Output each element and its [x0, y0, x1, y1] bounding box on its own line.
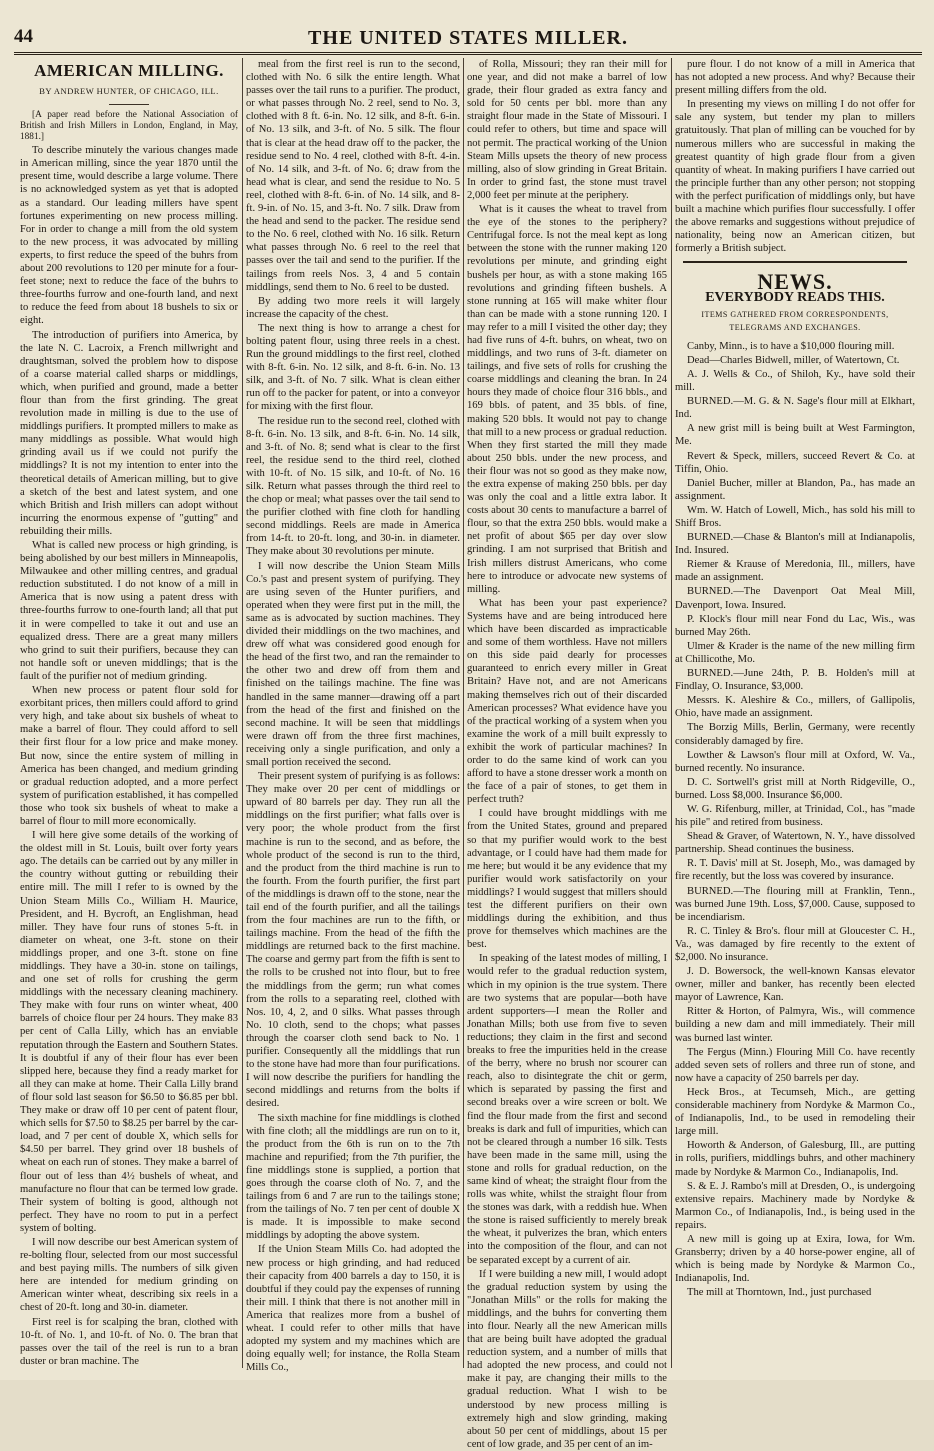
- news-kicker: ITEMS GATHERED FROM CORRESPONDENTS, TELEGRAMS AND EXCHANGES.: [701, 309, 889, 332]
- news-items: [675, 340, 915, 1300]
- news-item: Heck Bros., at Tecumseh, Mich., are getting considerable machinery from Nordyke & Marmon Co., of Indianapolis, Ind., to be used in remodeling their large mill.: [675, 1086, 915, 1138]
- news-item: The mill at Thorntown, Ind., just purchased: [687, 1287, 872, 1299]
- column-rule: [671, 58, 672, 1368]
- page-number: 44: [14, 26, 33, 47]
- paragraph: The residue run to the second reel, clothed with 8-ft. 6-in. No. 13 silk, and 8-ft. 6-in. No. 14 silk, and 3-ft. of No. 8; send what is clear to the first reel, the residue send to the third reel, clothed with 10-ft. of No. 15 silk, and 10-ft. of No. 16 silk. Return what passes through the third reel to the chop or meal; what passes over the tail send to the purifier clothed with fine cloth for handling second middlings. Reels are made in America from 14-ft. to 20-ft. long, and 30-in. in diameter. They make about 30 revolutions per minute.: [246, 415, 460, 558]
- column-3: [467, 58, 667, 1450]
- column-3-body: [467, 58, 667, 1451]
- article-headline: AMERICAN MILLING.: [34, 61, 224, 80]
- article-byline: BY ANDREW HUNTER, OF CHICAGO, ILL.: [39, 86, 219, 97]
- news-heading: NEWS.: [757, 269, 833, 295]
- news-item: BURNED.—June 24th, P. B. Holden's mill at Findlay, O. Insurance, $3,000.: [675, 668, 915, 693]
- paragraph: If the Union Steam Mills Co. had adopted the new process or high grinding, and had reduced their capacity from 400 barrels a day to 150, it is doubtful if they could pay the expenses of running their mill. I think that there is not another mill in America that realizes more from a bushel of wheat. I could refer to other mills that have adopted my system and my machines which are doing equally well; for instance, the Rolla Steam Mills Co.,: [246, 1244, 460, 1374]
- news-item: Howorth & Anderson, of Galesburg, Ill., are putting in rolls, purifiers, middlings buhrs, and other machinery made by Nordyke & Marmon Co., Indianapolis, Ind.: [675, 1140, 915, 1178]
- paragraph: The introduction of purifiers into America, by the late N. C. Lacroix, a French millwright and draughtsman, solved the problem how to dispose of a coarse material called sharps or middlings, which, when purified and ground, made a better flour than from the first grinding. The great revolution made in milling is due to the use of middlings purifiers. It prompted millers to make as many middlings as possible. What would high grinding avail us if we could not purify the middlings? It is not my intention to enter into the theoretical details of American milling, but to give a sketch of the best and latest system, and one which British and Irish millers can adopt without incurring the enormous expense of "gutting" and rebuilding their mills.: [20, 329, 238, 537]
- column-2-body: [246, 58, 460, 1374]
- news-item: Ulmer & Krader is the name of the new milling firm at Chillicothe, Mo.: [675, 640, 915, 665]
- news-item: Lowther & Lawson's flour mill at Oxford, W. Va., burned recently. No insurance.: [675, 749, 915, 774]
- paragraph: The next thing is how to arrange a chest for bolting patent flour, using three reels in a chest. Run the ground middlings to the first reel, clothed with 8-ft. 6-in. No. 12 silk, and 8-ft. 6-in. No. 13 silk, and 3-ft. of No. 7 silk. What is clean either run off to the packer for patent, or into a conveyor for mixing with the first flour.: [246, 322, 460, 413]
- paragraph: What has been your past experience? Systems have and are being introduced here which have been discarded as impracticable and some of them worthless. Have not millers on this side paid dearly for processes guaranteed to enrich every miller in Great Britain? Have not, and are not Americans making themselves rich out of their discarded American processes? What evidence have you of the practical working of a system when you examine the work of a mill built expressly to exhibit the work of particular machines? In order to do the same kind of work can you afford to have a stone dresser work a month on the face of a pair of stones, to get them in perfect truth?: [467, 597, 667, 806]
- news-item: The Fergus (Minn.) Flouring Mill Co. have recently added seven sets of rollers and three run of stone, and now have a capacity of 250 barrels per day.: [675, 1046, 915, 1084]
- paragraph: of Rolla, Missouri; they ran their mill for one year, and did not make a barrel of low grade, their flour graded as extra fancy and sold for 50 cents per bbl. more than any straight flour made in the State of Missouri. I could refer to others, but time and space will not permit. The practical working of the Union Steam Mills upsets the theory of new process milling, also of slow grinding in Great Britain. In order to grind fast, the stone must travel 2,000 feet per minute at the periphery.: [467, 59, 667, 201]
- divider: [109, 104, 149, 105]
- news-item: A. J. Wells & Co., of Shiloh, Ky., have sold their mill.: [675, 368, 915, 394]
- paragraph: If I were building a new mill, I would adopt the gradual reduction system by using the "Jonathan Mills" or the rolls for making the middlings, and the buhrs for converting them into flour. Nearly all the new American mills that are being built have adopted the gradual reduction system, and a number of mills that had adopted the new process, and could not make it pay, are changing their mills to the gradual reduction. What I wish to be understood by new process milling is extremely high and slow grinding, making about 50 per cent of middlings, about 15 per cent of low grade, and 35 per cent of an im-: [467, 1268, 667, 1450]
- paragraph: By adding two more reels it will largely increase the capacity of the chest.: [246, 295, 460, 320]
- paragraph: What is it causes the wheat to travel from the eye of the stones to the periphery? Centrifugal force. Is not the meal kept as long between the stone with the runner making 120 revolutions per minute, and grinding eight bushels per hour, as with a stone making 165 revolutions and grinding fifteen bushels. A stone running at 165 will make whiter flour than can be made with a stone running 120. I may refer to a mill I visited the other day; they had five runs of 4-ft. buhrs, on wheat, two on middlings, and two runs of 3-ft. diameter on tailings, and five sets of rolls for crushing the coarse middlings and cleaning the bran. In 24 hours they made of choice flour 316 bbls., and 169 bbls. of patent, and 35 bbls. of fine, making 520 bbls. It would not pay to change that mill to a new process or gradual reduction. When they first started the mill they made about 250 bbls. under the new process, and their flour was not so good as they make now, the extra expense of making 250 bbls. per day was only the coal and a little extra labor. It costs about 30 cents to manufacture a barrel of flour, so that the extra 250 bbls. would make a net profit of about $65 per day over slow grinding. I am not surprised that British and Irish millers distrust Americans, who come here to introduce or advocate new systems of milling.: [467, 204, 667, 595]
- news-item: A new grist mill is being built at West Farmington, Me.: [675, 423, 915, 448]
- column-4: [675, 58, 915, 1368]
- news-item: W. G. Rifenburg, miller, at Trinidad, Col., has "made his pile" and retired from business.: [675, 803, 915, 829]
- news-item: BURNED.—Chase & Blanton's mill at Indianapolis, Ind. Insured.: [675, 532, 915, 557]
- paragraph: meal from the first reel is run to the second, clothed with No. 6 silk the entire length. What passes over the tail runs to a purifier. The product, or what passes through No. 2 reel, send to No. 3, clothed with 8 ft. 6-in. No. 12 silk, and 8-ft. 6-in. of No. 13 silk, and 3-ft. of No. 5 silk. The flour that is clear at the head draw off to the packer, the residue send to No. 4 reel, clothed with 8-ft. 4-in. of No. 14 silk, and 3-ft. of No. 6; draw from the head what is clear, and send the residue to No. 5 reel, clothed with 8-ft. 6-in. of No. 14 silk, and 8-ft. 9-in. of No. 15, and 3-ft. No. 7 silk. Draw from the head and send to the packer. The residue send to the No. 6 reel, clothed with No. 16 silk. Return what passes through No. 6 reel to the reel that passes over the tail and send to the purifier. If the tailings from reels Nos. 3, 4 and 5 contain middlings, send them to No. 6 reel to be dusted.: [246, 59, 460, 293]
- column-rule: [463, 58, 464, 1368]
- paragraph: What is called new process or high grinding, is being abolished by our best millers in Minneapolis, Milwaukee and other milling centres, and gradual reduction substituted. I do not know of a mill in America that is now using a patent dress with three-fourths furrow to one-fourth land; all that put it in were compelled to take it out and use an equalized dress. There are a great many millers who grind to suit their purifiers, because they can not handle soft or uneven middlings; that is the fault of the purifier not of medium grinding.: [20, 540, 238, 682]
- news-item: BURNED.—The flouring mill at Franklin, Tenn., was burned June 19th. Loss, $7,000. Cause, supposed to be incendiarism.: [675, 885, 915, 923]
- news-item: Messrs. K. Aleshire & Co., millers, of Gallipolis, Ohio, have made an assignment.: [675, 695, 915, 720]
- masthead: [14, 22, 922, 54]
- news-item: D. C. Sortwell's grist mill at North Ridgeville, O., burned. Loss $8,000. Insurance $6,000.: [675, 776, 915, 801]
- column-rule: [242, 58, 243, 1368]
- news-item: J. D. Bowersock, the well-known Kansas elevator owner, miller and banker, has recently been elected mayor of Lawrence, Kan.: [675, 966, 915, 1004]
- paragraph: In speaking of the latest modes of milling, I would refer to the gradual reduction system, which in my opinion is the true system. There are two systems that are popular—both have ardent supporters—I mean the Roller and Jonathan Mills; both use from five to seven reductions; they claim in the first and second breaks to free the impurities held in the crease of the berry, where no brush nor scourer can reach, also to disintegrate the chit or germ, which is separated by passing the first and second breaks over a wire screen or bolt. We find the flour made from the first and second breaks is dark and full of impurities, which can not be cleared through a number 16 silk. Tests have been made in the same mill, using the stone and rolls for gradual reduction, on the same kind of wheat; the straight flour from the rolls was white, whilst the straight flour from the stones was dark, with a reddish hue. When the stone is raised sufficiently to merely break the wheat, it pulverizes the bran, which enters into the composition of the flour, and can not be separated except by a current of air.: [467, 953, 667, 1266]
- article-note: [A paper read before the National Association of British and Irish Millers in London, England, in May, 1881.]: [20, 110, 238, 143]
- news-item: R. T. Davis' mill at St. Joseph, Mo., was damaged by fire recently, but the loss was covered by insurance.: [675, 858, 915, 883]
- paragraph: I could have brought middlings with me from the United States, ground and prepared so that my purifier would work to the best advantage, or I could have had them made for me here; but would it be any evidence that my purifier would work satisfactorily on your middlings? I would suggest that millers should test the different purifiers on their own middlings during the exhibition, and thus prove for themselves which machines are the best.: [467, 808, 667, 951]
- news-item: Ritter & Horton, of Palmyra, Wis., will commence building a new dam and mill immediately. Their mill was burned last winter.: [675, 1006, 915, 1044]
- news-item: The Borzig Mills, Berlin, Germany, were recently considerably damaged by fire.: [675, 722, 915, 747]
- news-subheading: EVERYBODY READS THIS.: [705, 289, 885, 305]
- paragraph: To describe minutely the various changes made in American milling, since the year 1870 until the present time, would describe a large volume. There is no acknowledged system as yet that is adopted as a standard. Our leading millers have spent fortunes experimenting on new process milling. For in order to change a mill from the old system to the new process, it was advocated by milling experts, to first reduce the speed of the buhrs from about 200 revolutions to 120 per minute for a four-feet stone; next to reduce the face of the buhrs to three-fourths furrow and one-fourth land, and next to reduce the feed from about 18 bushels to six or eight.: [20, 145, 238, 327]
- news-item: Shead & Graver, of Watertown, N. Y., have dissolved partnership. Shead continues the business.: [675, 831, 915, 856]
- paragraph: I will now describe our best American system of re-bolting flour, selected from our most successful and best paying mills. The numbers of silk given here are intended for medium grinding on American winter wheat, describing six reels in a chest of 20-ft. long and 30-in. diameter.: [20, 1236, 238, 1314]
- news-item: A new mill is going up at Exira, Iowa, for Wm. Gransberry; driven by a 40 horse-power engine, all of which is being made by Nordyke & Marmon Co., Indianapolis, Ind.: [675, 1233, 915, 1285]
- paragraph: In presenting my views on milling I do not offer for sale any system, but tender my plan to millers gratuitously. That plan of milling can be vouched for by numerous millers who are successful in making the greatest quantity of high grade flour from a given quantity of wheat. In making purifiers I have carried out the principle further than any other person; not stopping with the perfect purification of middlings only, but have built a machine which purifies flour successfully. I offer the above remarks and suggestions without prejudice of nationality, being now an American citizen, but formerly a British subject.: [675, 99, 915, 255]
- paragraph: pure flour. I do not know of a mill in America that has not adopted a new process. And why? Because their present milling differs from the old.: [675, 59, 915, 97]
- news-item: Riemer & Krause of Meredonia, Ill., millers, have made an assignment.: [675, 559, 915, 584]
- news-item: BURNED.—M. G. & N. Sage's flour mill at Elkhart, Ind.: [675, 396, 915, 421]
- news-item: Canby, Minn., is to have a $10,000 flouring mill.: [687, 340, 895, 352]
- news-item: Daniel Bucher, miller at Blandon, Pa., has made an assignment.: [675, 477, 915, 502]
- column-2: [246, 58, 460, 1374]
- paper-title: THE UNITED STATES MILLER.: [308, 27, 628, 49]
- paragraph: I will here give some details of the working of the oldest mill in St. Louis, built over forty years ago. The details can be carried out by any miller in the country without gutting or rebuilding their entire mill. The mill I refer to is owned by the Union Steam Mills Co., William H. Maurice, President, and H. Bycroft, an Englishman, head miller. They have four runs of stones 5-ft. in diameter on wheat, one 3-ft. stone on their middlings proper, and one 3-ft. stone on fine middlings. They have a 30-in. stone on tailings, and one set of rolls for crushing the germ middlings with the necessary cleaning machinery. They make with four runs on winter wheat, 400 barrels of choice flour per 24 hours. They make 83 per cent of Calla Lilly, which has an enviable reputation through the Eastern and Southern States. It is doubtful if any of their flour has ever been slipped here, because they find a ready market for all they can make at home. Their Calla Lilly brand of flour sold last season for $6.50 to $6.85 per bbl. They make or draw off 10 per cent of patent flour, which sells for $7.50 to $8.25 per barrel by the car-load, and 7 per cent of double X, which sells for $4.50 per barrel. They grind over 18 bushels of wheat on each run of stones. They make a barrel of flour out of less than 4½ bushels of wheat, and manufacture no flour that can be termed low grade. Their system of bolting is good, although not perfect. They have no room to put in a perfect system of bolting.: [20, 830, 239, 1234]
- news-item: R. C. Tinley & Bro's. flour mill at Gloucester C. H., Va., was damaged by fire recently to the extent of $2,000. No insurance.: [675, 925, 915, 963]
- paragraph: I will now describe the Union Steam Mills Co.'s past and present system of purifying. They are using seven of the Hunter purifiers, and operated when they were first put in the mill, the same as is advocated by suction machines. They divided their middlings on the two machines, and drew off what was considered good enough for the head of the first two, and ran the remainder to the other two and drew off from them and finished on the tailings machine. The fine was handled in the same manner—drawing off a part from the head of the first and finished on the second machine. It will be seen that middlings were drawn off from the three first machines, receiving only a single purification, and only a small portion received the second.: [246, 560, 460, 768]
- masthead-rule: [14, 52, 922, 55]
- column-1-body: [20, 144, 238, 1368]
- news-item: Dead—Charles Bidwell, miller, of Watertown, Ct.: [687, 354, 900, 366]
- paragraph: The sixth machine for fine middlings is clothed with fine cloth; all the middlings are run on to it, the product from the 6th is run on to the 7th machine and repurified; from the 7th purifier, the fine middlings stone is supplied, a portion that goes through the coarse cloth of No. 7, and the tailings from 6 and 7 are run to the tailings stone; from the tailings of No. 7 ten per cent of double X is made. It is impossible to make second middlings by adopting the above system.: [246, 1112, 460, 1242]
- news-item: P. Klock's flour mill near Fond du Lac, Wis., was burned May 26th.: [675, 613, 915, 638]
- paragraph: First reel is for scalping the bran, clothed with 10-ft. of No. 1, and 10-ft. of No. 0. The bran that passes over the tail of the reel is run to a bran duster or bran machine. The: [20, 1316, 238, 1367]
- divider: [683, 261, 907, 263]
- news-item: Wm. W. Hatch of Lowell, Mich., has sold his mill to Shiff Bros.: [675, 504, 915, 529]
- paragraph: When new process or patent flour sold for exorbitant prices, then millers could afford to grind very high, and take about six bushels of wheat to make a barrel of flour. They could afford to sell their first flour for a low price and make money. But now, since the entire system of milling in America has been changed, and medium grinding or gradual reduction adopted, and a more perfect system of purification established, it has compelled those who took six bushels of wheat to make a barrel of flour to mill more economically.: [20, 685, 238, 827]
- column-1: [20, 58, 238, 1368]
- news-item: S. & E. J. Rambo's mill at Dresden, O., is undergoing extensive repairs. Machinery made by Nordyke & Marmon Co., of Indianapolis, Ind., is being used in the repairs.: [675, 1180, 915, 1231]
- news-item: Revert & Speck, millers, succeed Revert & Co. at Tiffin, Ohio.: [675, 450, 915, 475]
- news-item: BURNED.—The Davenport Oat Meal Mill, Davenport, Iowa. Insured.: [675, 586, 915, 611]
- column-4-body: [675, 58, 915, 255]
- paragraph: Their present system of purifying is as follows: They make over 20 per cent of middlings or upward of 80 barrels per day. They run all the middlings on the first purifier; what falls over is very poor; the whole product from the first machine is run to the second, and as before, the whole product of the second is run to the third, and the product from the third machine is run to the fourth. From the fourth purifier, the first part of the middlings is drawn off to the stone, near the tail end of the fourth purifier, and all the tailings from the four machines are run to the fifth, or tailings machine. From the head of the fifth the middlings are returned back to the first machine. The coarse and germy part from the fifth is sent to the rolls to be crushed not into flour, but to free the middlings from the germ; run what comes from the rolls to a separating reel, clothed with Nos. 10, 4, 2, and 0 silks. What passes through No. 10 cloth, send to the chops; what passes through the coarser cloth send back to No. 1 purifier. Consequently all the middlings that run to the stone have had more than four purifications. I will now describe the purifiers for handling the second middlings and returns from the bolts if desired.: [246, 771, 460, 1110]
